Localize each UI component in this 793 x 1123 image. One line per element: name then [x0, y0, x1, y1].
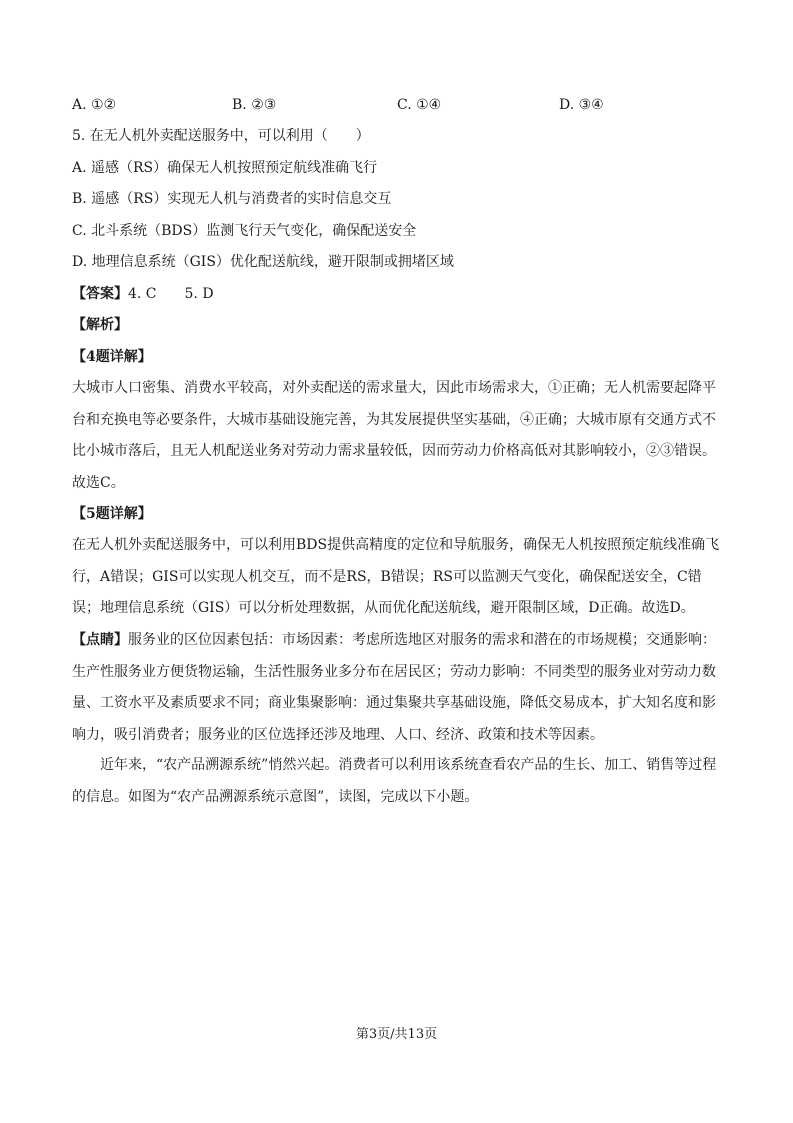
detail-5-text: 在无人机外卖配送服务中，可以利用BDS提供高精度的定位和导航服务，确保无人机按照预定航线准确飞行，A错误；GIS可以实现人机交互，而不是RS，B错误；RS可以监测天气变化，确保配送安全，C错误；地理信息系统（GIS）可以分析处理数据，从而优化配送航线，避开限制区域，D正确。故选D。: [72, 537, 720, 616]
tip-text: 服务业的区位因素包括：市场因素：考虑所选地区对服务的需求和潜在的市场规模；交通影响：生产性服务业方便货物运输，生活性服务业多分布在居民区；劳动力影响：不同类型的服务业对劳动力数量、工资水平及素质要求不同；商业集聚影响：通过集聚共享基础设施，降低交易成本，扩大知名度和影响力，吸引消费者；服务业的区位选择还涉及地理、人口、经济、政策和技术等因素。: [72, 632, 716, 743]
question-5-option-b: B. 遥感（RS）实现无人机与消费者的实时信息交互: [72, 191, 392, 207]
tip-paragraph: [72, 625, 722, 751]
page-footer: 第3页/共13页: [355, 1027, 438, 1042]
detail-5-label: 【5题详解】: [72, 506, 152, 522]
detail-4-label: 【4题详解】: [72, 349, 152, 365]
tip-label: 【点睛】: [72, 632, 128, 648]
intro-paragraph: 近年来，“农产品溯源系统”悄然兴起。消费者可以利用该系统查看农产品的生长、加工、销售等过程的信息。如图为“农产品溯源系统示意图”，读图，完成以下小题。: [72, 757, 717, 805]
question-5-option-c: C. 北斗系统（BDS）监测飞行天气变化，确保配送安全: [72, 223, 417, 239]
option-d-prev: D. ③④: [559, 97, 604, 113]
question-5-stem: 5. 在无人机外卖配送服务中，可以利用（ ）: [72, 128, 370, 144]
answer-text: 4. C 5. D: [128, 286, 214, 302]
option-a-prev: A. ①②: [72, 97, 117, 113]
detail-4-text: 大城市人口密集、消费水平较高，对外卖配送的需求量大，因此市场需求大，①正确；无人机需要起降平台和充换电等必要条件，大城市基础设施完善，为其发展提供坚实基础，④正确；大城市原有交通方式不比小城市落后，且无人机配送业务对劳动力需求量较低，因而劳动力价格高低对其影响较小，②③错误。故选C。: [72, 380, 716, 491]
question-5-option-d: D. 地理信息系统（GIS）优化配送航线，避开限制或拥堵区域: [72, 254, 454, 270]
answer-label: 【答案】: [72, 286, 128, 302]
option-b-prev: B. ②③: [232, 97, 277, 113]
answer-line: [72, 284, 214, 304]
question-5-option-a: A. 遥感（RS）确保无人机按照预定航线准确飞行: [72, 160, 378, 176]
analysis-label: 【解析】: [72, 317, 128, 333]
option-c-prev: C. ①④: [397, 97, 442, 113]
